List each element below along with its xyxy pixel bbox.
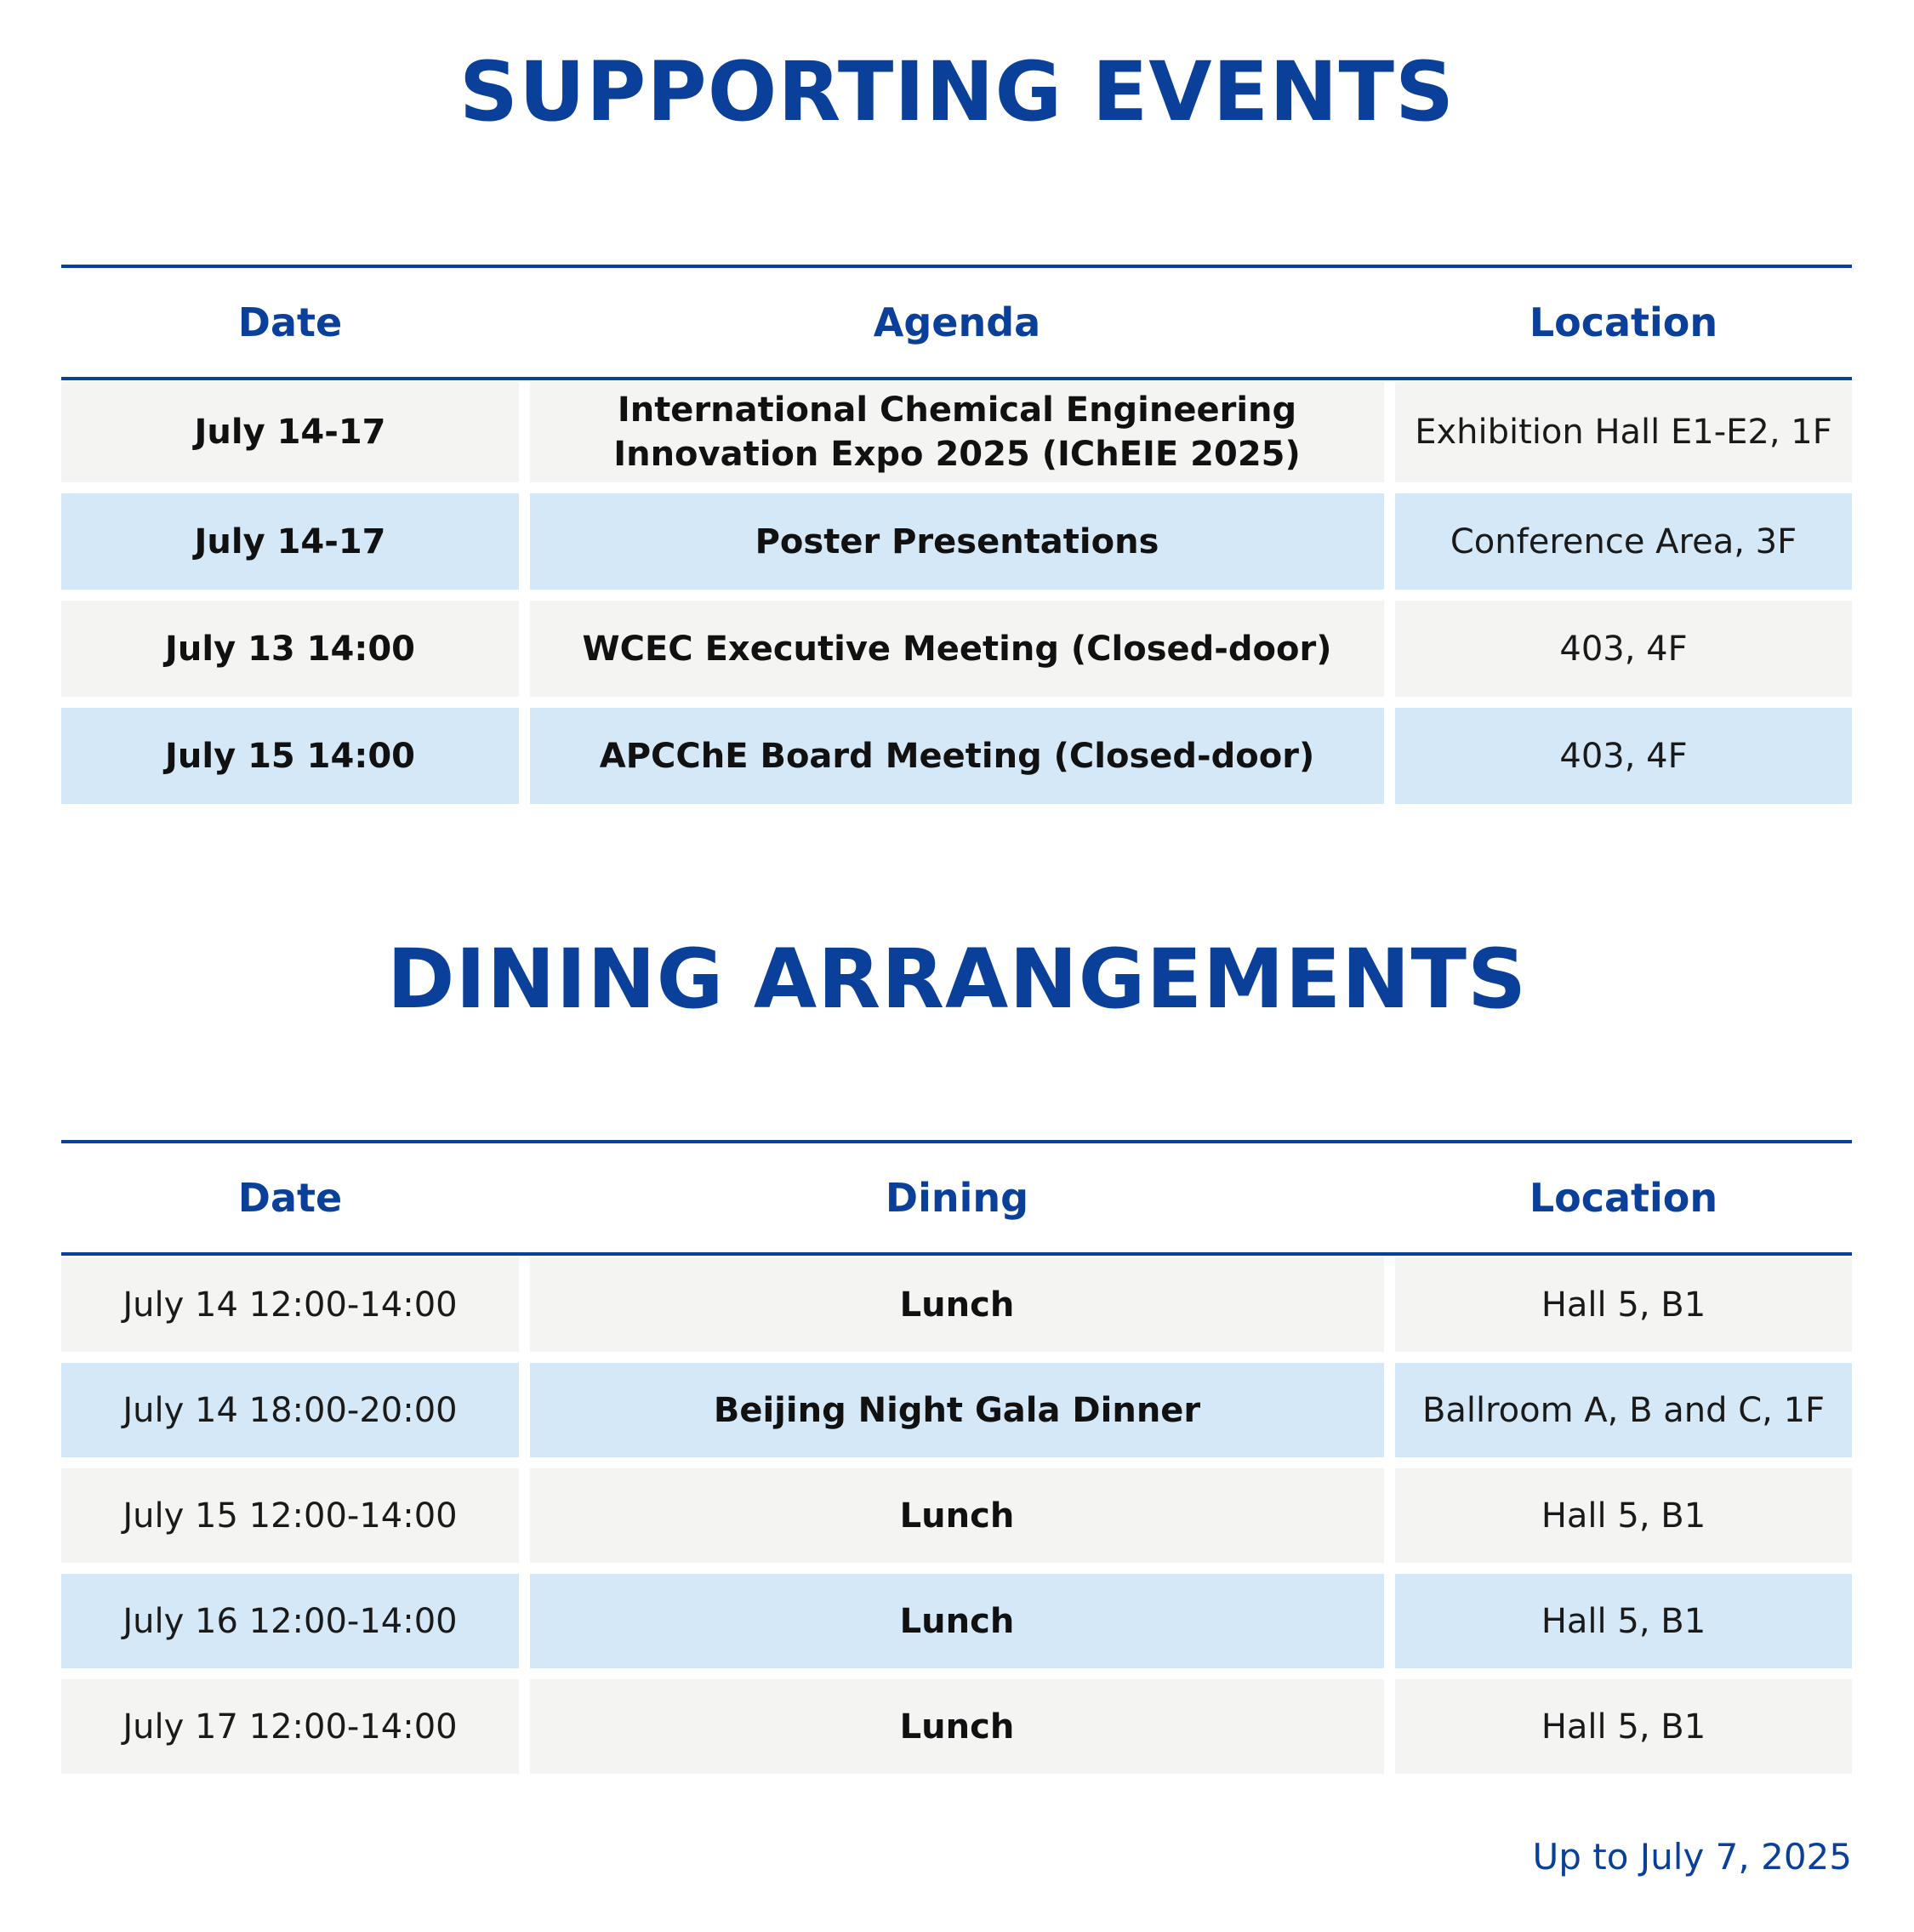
dining-meal: Beijing Night Gala Dinner: [530, 1363, 1384, 1457]
event-date: July 13 14:00: [61, 601, 519, 697]
dining-date: July 14 12:00-14:00: [61, 1257, 519, 1352]
table-row: [61, 1257, 1852, 1352]
column-header-agenda: Agenda: [873, 299, 1041, 345]
dining-location: Hall 5, B1: [1395, 1468, 1852, 1563]
column-header-location: Location: [1529, 1175, 1718, 1221]
table-row: [61, 1679, 1852, 1774]
dining-date: July 16 12:00-14:00: [61, 1574, 519, 1668]
event-agenda: Poster Presentations: [530, 493, 1384, 590]
dining-date: July 15 12:00-14:00: [61, 1468, 519, 1563]
event-location: Exhibition Hall E1-E2, 1F: [1395, 382, 1852, 482]
column-header-dining: Dining: [885, 1175, 1029, 1221]
table-row: [61, 382, 1852, 482]
dining-meal: Lunch: [530, 1257, 1384, 1352]
event-location: 403, 4F: [1395, 601, 1852, 697]
event-agenda: International Chemical Engineering Innovation Expo 2025 (IChEIE 2025): [530, 382, 1384, 482]
column-header-date: Date: [237, 299, 343, 345]
event-location: 403, 4F: [1395, 708, 1852, 804]
dining-location: Hall 5, B1: [1395, 1257, 1852, 1352]
table-row: [61, 601, 1852, 697]
dining-meal: Lunch: [530, 1679, 1384, 1774]
dining-arrangements-title: DINING ARRANGEMENTS: [386, 932, 1528, 1027]
dining-date: July 17 12:00-14:00: [61, 1679, 519, 1774]
dining-meal: Lunch: [530, 1574, 1384, 1668]
supporting-events-title: SUPPORTING EVENTS: [459, 44, 1455, 140]
dining-location: Hall 5, B1: [1395, 1679, 1852, 1774]
column-header-location: Location: [1529, 299, 1718, 345]
footer-note: Up to July 7, 2025: [1532, 1836, 1852, 1878]
supporting-events-table: [61, 265, 1852, 804]
table-header: [61, 1140, 1852, 1256]
event-date: July 14-17: [61, 493, 519, 590]
dining-location: Ballroom A, B and C, 1F: [1395, 1363, 1852, 1457]
event-agenda: APCChE Board Meeting (Closed-door): [530, 708, 1384, 804]
event-location: Conference Area, 3F: [1395, 493, 1852, 590]
table-row: [61, 1363, 1852, 1457]
event-agenda: WCEC Executive Meeting (Closed-door): [530, 601, 1384, 697]
table-row: [61, 708, 1852, 804]
column-header-date: Date: [237, 1175, 343, 1221]
table-row: [61, 1468, 1852, 1563]
event-date: July 14-17: [61, 382, 519, 482]
dining-meal: Lunch: [530, 1468, 1384, 1563]
table-row: [61, 1574, 1852, 1668]
dining-date: July 14 18:00-20:00: [61, 1363, 519, 1457]
event-date: July 15 14:00: [61, 708, 519, 804]
table-header: [61, 265, 1852, 380]
table-row: [61, 493, 1852, 590]
dining-location: Hall 5, B1: [1395, 1574, 1852, 1668]
dining-arrangements-table: [61, 1140, 1852, 1774]
